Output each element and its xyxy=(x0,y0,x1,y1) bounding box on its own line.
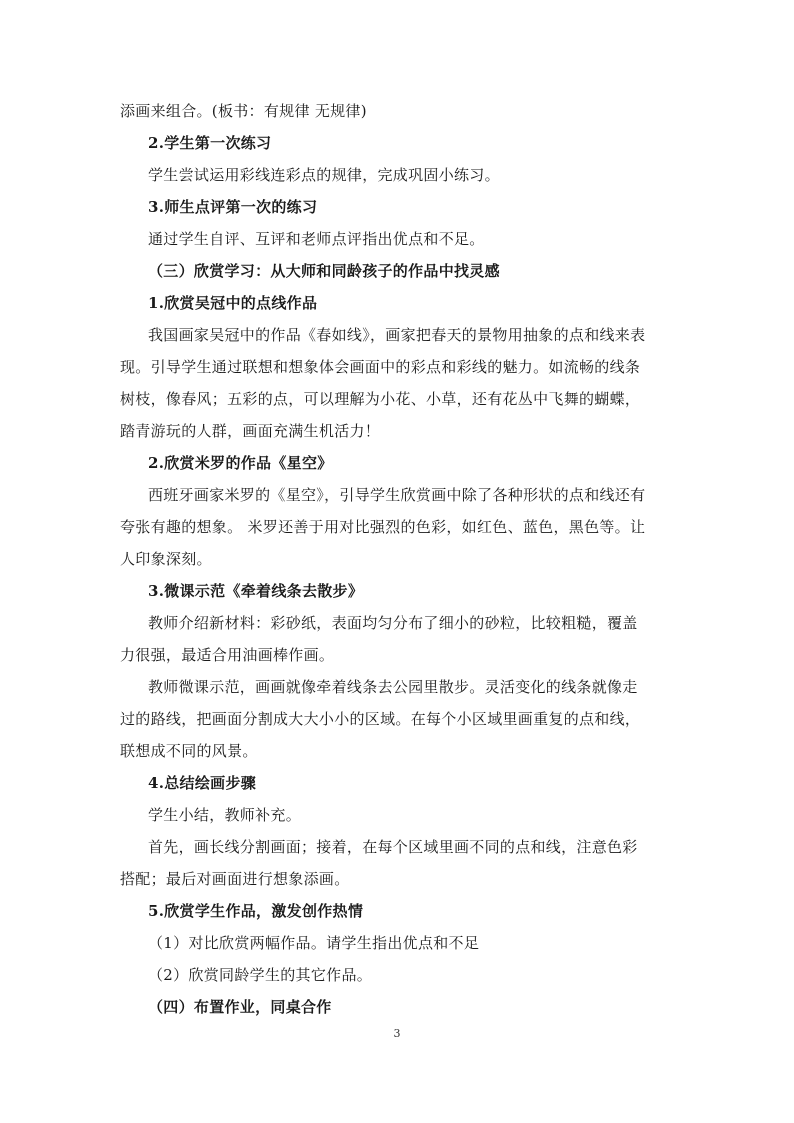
paragraph-line: 学生尝试运用彩线连彩点的规律，完成巩固小练习。 xyxy=(148,166,500,184)
paragraph-line: 搭配；最后对画面进行想象添画。 xyxy=(120,870,350,888)
section-heading: 5.欣赏学生作品，激发创作热情 xyxy=(148,902,364,920)
section-heading: 2.学生第一次练习 xyxy=(148,134,272,152)
paragraph-line: 首先，画长线分割画面；接着，在每个区域里画不同的点和线，注意色彩 xyxy=(148,838,638,856)
paragraph-line: 过的路线，把画面分割成大大小小的区域。在每个小区域里画重复的点和线， xyxy=(120,710,641,728)
paragraph-line: 添画来组合。(板书：有规律 无规律) xyxy=(120,102,367,120)
section-heading: （三）欣赏学习：从大师和同龄孩子的作品中找灵感 xyxy=(148,262,500,280)
paragraph-line: 力很强，最适合用油画棒作画。 xyxy=(120,646,335,664)
page-number: 3 xyxy=(393,1027,401,1040)
paragraph-line: 夸张有趣的想象。 米罗还善于用对比强烈的色彩，如红色、蓝色，黑色等。让 xyxy=(120,518,646,536)
section-heading: 4.总结绘画步骤 xyxy=(148,774,257,792)
list-item: （2）欣赏同龄学生的其它作品。 xyxy=(148,966,373,984)
paragraph-line: 学生小结，教师补充。 xyxy=(148,806,302,824)
paragraph-line: 联想成不同的风景。 xyxy=(120,742,258,760)
list-item: （1）对比欣赏两幅作品。请学生指出优点和不足 xyxy=(148,934,480,952)
paragraph-line: 树枝，像春风；五彩的点，可以理解为小花、小草，还有花丛中飞舞的蝴蝶， xyxy=(120,390,641,408)
paragraph-line: 通过学生自评、互评和老师点评指出优点和不足。 xyxy=(148,230,485,248)
paragraph-line: 人印象深刻。 xyxy=(120,550,212,568)
paragraph-line: 教师微课示范，画画就像牵着线条去公园里散步。灵活变化的线条就像走 xyxy=(148,678,638,696)
paragraph-line: 教师介绍新材料：彩砂纸，表面均匀分布了细小的砂粒，比较粗糙，覆盖 xyxy=(148,614,638,632)
paragraph-line: 西班牙画家米罗的《星空》，引导学生欣赏画中除了各种形状的点和线还有 xyxy=(148,486,646,504)
section-heading: 1.欣赏吴冠中的点线作品 xyxy=(148,294,318,312)
paragraph-line: 我国画家吴冠中的作品《春如线》，画家把春天的景物用抽象的点和线来表 xyxy=(148,326,646,344)
section-heading: 3.师生点评第一次的练习 xyxy=(148,198,318,216)
section-heading: （四）布置作业，同桌合作 xyxy=(148,998,332,1016)
paragraph-line: 现。引导学生通过联想和想象体会画面中的彩点和彩线的魅力。如流畅的线条 xyxy=(120,358,641,376)
section-heading: 2.欣赏米罗的作品《星空》 xyxy=(148,454,333,472)
paragraph-line: 踏青游玩的人群，画面充满生机活力！ xyxy=(120,422,381,440)
section-heading: 3.微课示范《牵着线条去散步》 xyxy=(148,582,364,600)
